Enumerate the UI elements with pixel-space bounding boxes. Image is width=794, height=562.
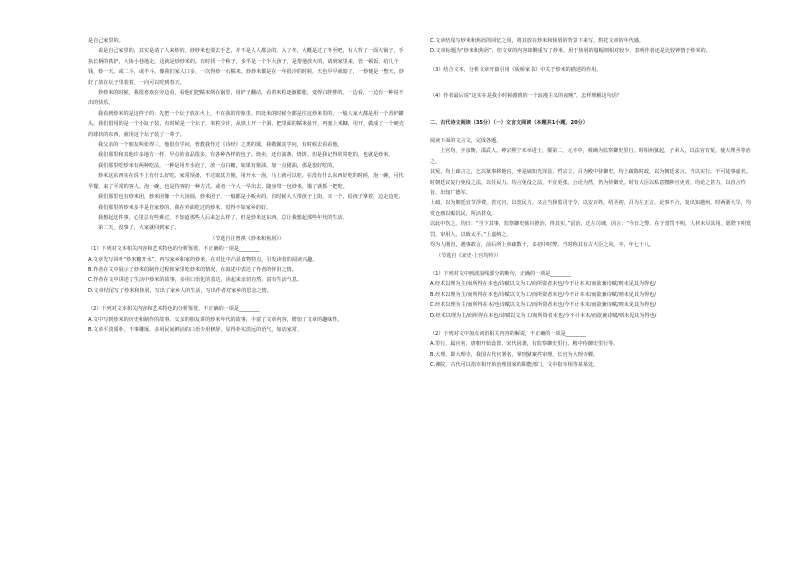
option-a: A.文章先写回叶“炒米糖开水”，再写家乡和家的炒米，在对比中凸显食物特点，引发读者的阅读兴趣。 xyxy=(88,256,318,263)
text-line: 是自己家里的。 xyxy=(88,38,124,44)
question-stem: （3）结合文本，分析文章开篇引用《板桥家书》中关于炒米的描述的作用。 xyxy=(430,66,602,73)
paragraph: 我们那里的炒米多半是自家炒的，我在外面吃过的炒米，觉得不如家乡的好。 xyxy=(98,204,272,211)
question-stem: （2）下列对文中加点词语相关内容的解说，不正确的一项是________ xyxy=(430,330,587,337)
paragraph: 我们那里吃炒米有两种吃法，一种是用开水泡了，放一点白糖，如果有猪油，加一点猪油，那是很好吃的。 xyxy=(98,162,338,169)
right-column xyxy=(430,36,752,371)
paragraph: 我想起这件事，心里总有些难过，不知道那些人后来怎么样了，但是炒米这东西，总让我想起那些年代的生活。 xyxy=(98,214,348,221)
paragraph: 我们那里也有炒米团，炒米团像一个大汤圆，炒米团子，一般都是小贩卖的。有时候大人带孩子上街，买一个，给孩子拿着，边走边吃。 xyxy=(98,194,404,201)
paragraph: 炒米这东西实在说不上有什么好吃。家常预备，不过取其方便。用开水一泡，马上就可以吃。在没有什么东西好吃的时候，泡一碗，可代早餐。来了平常的客人，泡一碗，也是待客的一种方式。或者一个人一早出去，随身带一包炒米，饿了就抓一把吃。 xyxy=(88,173,404,190)
section-heading: 二、古代诗文阅读（35分）（一）文言文阅读（本题共1小题，20分） xyxy=(430,119,588,126)
option-b: B.文章平淡质朴，不事雕琢，多用民间鲜活的口语少用修辞，显得朴实淡远的语气，如话家常。 xyxy=(88,326,302,333)
option-d: D.文章标题为“炒米和焦屑”，但文章的内容却侧重写了炒米，用于焦屑的篇幅则相对较少，表明作者还是比较钟情于炒米的。 xyxy=(430,48,711,55)
question-stem: （1）下列对文本相关内容和艺术特色的分析鉴赏，不正确的一项是________ xyxy=(88,246,260,253)
paragraph: 炒炒米的时候，我很喜欢在旁边看，看他们把糯米倒在锅里，用铲子翻动，看着米粒逐渐膨胀，变得白胖胖的。一边看，一边有一种说不出的快乐。 xyxy=(88,90,404,107)
passage-paragraph: 以此中伤之。均曰：“当下其事，监察御史韩川推治，得其实。”诏治，迁左司谏，因言：“今日之弊，在于赏罚不明，人材未尽其用。愿陛下明赏罚，审用人，以致太平。”上嘉纳之。 xyxy=(430,221,752,238)
option-b: B.作者在文中展示了炒米的制作过程和家里吃炒米的情况，在叙述中表达了作者的怀旧之情。 xyxy=(88,266,297,273)
option-b: B.大理，即大理寺，我国古代官署名，掌刑狱案件审理，长官为大理寺卿。 xyxy=(430,351,599,358)
option-c: C.谏院，古代可以指宰相开始治理国家的职能部门，文中指宰相等某某处。 xyxy=(430,362,599,369)
left-column xyxy=(88,36,406,335)
question-stem: （4）作者最后说“这实在是我小时候感到的一个浪漫主义的夜晚”，怎样理解这句话？ xyxy=(430,93,622,100)
option-c: C.经术以理为主/而所得在本/也诗赋以文为工/而所资者末也/今不计本末/而欲兼诗赋/则未见其为得也/ xyxy=(430,302,657,309)
paragraph: 第二天，没事了，大家就回到家了。 xyxy=(98,225,180,232)
paragraph: 我们那里和其他许多地方一样，早点的食品很多，有各种各样的包子、烧卖，还有油条、烧饼。但是我记得常常吃的，也就是炒米。 xyxy=(98,152,394,159)
passage-paragraph: 上官均，字彦衡，邵武人。神宗熙宁末举进士，擢第二，元丰中，蔡确为监察御史里行。时相州狱起，子弟入，以法官有冤，使大理丞等治之。 xyxy=(430,148,751,165)
paragraph: 说是自己家里的，其实是请了人来炒的。炒炒米也要去手艺，并不是人人都会的。入了冬，大概是过了冬至吧，有人背了一面大锅子，手执长柄的铁铲，大街小巷地走。这就是炒炒米的。有时找一个称子，步半是一个半大孩子，是帮他放火的。请到家里来，管一顿饭，给几个钱，炒一天。或二斗，或半斗。像我们家人口多，一次得炒一石糯米。炒炒米都是在一年很冷的时候，天色早早就暗了，一炒便是一整天，炒好了放在坛子里装着，一向可以吃到春天。 xyxy=(88,48,404,86)
paragraph: 我父亲的一个朋友叫张得三，他很有学问，曾教我作过《诗经》之类的课，我敬佩其学问，有时候去看看他。 xyxy=(98,142,343,149)
source-caption: （节选自汪曾祺《炒米和焦屑》） xyxy=(210,235,284,242)
passage-paragraph: 均为人刚直，遇事敢言，前后所上章疏数十，多切中时弊。当时称其有古大臣之风。卒，年七十八。 xyxy=(430,242,655,249)
source-caption: （节选自《宋史·上官均传》） xyxy=(436,252,502,259)
question-stem: （2）下列对文本相关内容和艺术特色的分析鉴赏，不正确的一项是________ xyxy=(88,306,260,313)
option-a: A.文中写到炒米的历史和制作的故事，父亲的朋友讲的炒米年代的故事，丰富了文章内容，增加了文章的趣味性。 xyxy=(88,316,343,323)
option-d: D.文章结尾写了炒米和焦屑，写出了家乡人的生活，写出作者对家乡的思念之情。 xyxy=(88,287,272,294)
passage-paragraph: 上疏，以为朝廷宜节浮费，省冗官，以宽民力。又言当择监司守令，以安百姓。绍圣初，召为左正言，论事不合，复出知越州。时两浙大旱，均发仓廪以赈饥民，所活甚众。 xyxy=(430,200,751,217)
option-c: C.作者在文中讲述了生活中炒米的故事，多用口语化的表达，读起来亲切自然，富有生活气息。 xyxy=(88,277,303,284)
option-a: A.里行，属官名，唐朝开始设置，宋代因袭，有监察御史里行、殿中侍御史里行等。 xyxy=(430,341,619,348)
question-stem: （1）下列对文中画波浪线部分的断句，正确的一项是________ xyxy=(430,270,571,277)
paragraph: 我看到炒米的是这样子的：先把一个坛子放在火上，不在我的印象里。四处米的时候全都是往这炒米里的，一般人家大都是用一个香炉罐头，我们借用的是一个小缸子装，有时候是一个坛子，米粒少许，从铁上开一个洞，把里面的糯米扯开，再塞上米糠，用开，做成了一个硬壳的球状的东西，就用这个坛子装了一辈子。 xyxy=(88,110,404,138)
passage-paragraph: 其冤，均上疏言之，乞以狱事移他官。坐是谪知光泽县，哲宗立，召为殿中侍御史。均上疏陈时政，以为朝廷求言，当以实行，不可徒事虚名。时朝廷议复行免役之法，以任民力。均言免役之法，不宜更张。公论为然，仍为侍御史。时有大臣以私意黜陟官吏者，均论之甚力，以直言忤旨，出知广德军。 xyxy=(430,169,751,197)
option-d: D.经术以理为主/而所得在本也/诗赋以文为工/而所资者末也/今不计本末/而欲兼诗赋/则未见其为得也/ xyxy=(430,312,657,319)
option-a: A.经术以理为主/而所得在本也/诗赋以文为工/而所资者末也/今不计本末/而欲兼诗赋/则未见其为得也/ xyxy=(430,281,656,288)
option-b: B.经术以理为主/而所得在本也/诗赋以文为工/而所资者末也/今不计本末/而欲兼诗赋/则未见其为得也/ xyxy=(430,291,656,298)
instruction: 阅读下面的文言文，完成各题。 xyxy=(430,138,502,145)
option-c: C.文章结尾写炒米和焦屑的回忆之用，将其放在炒米和焦屑的背景下来写，烘托文章的年代感。 xyxy=(430,38,645,44)
